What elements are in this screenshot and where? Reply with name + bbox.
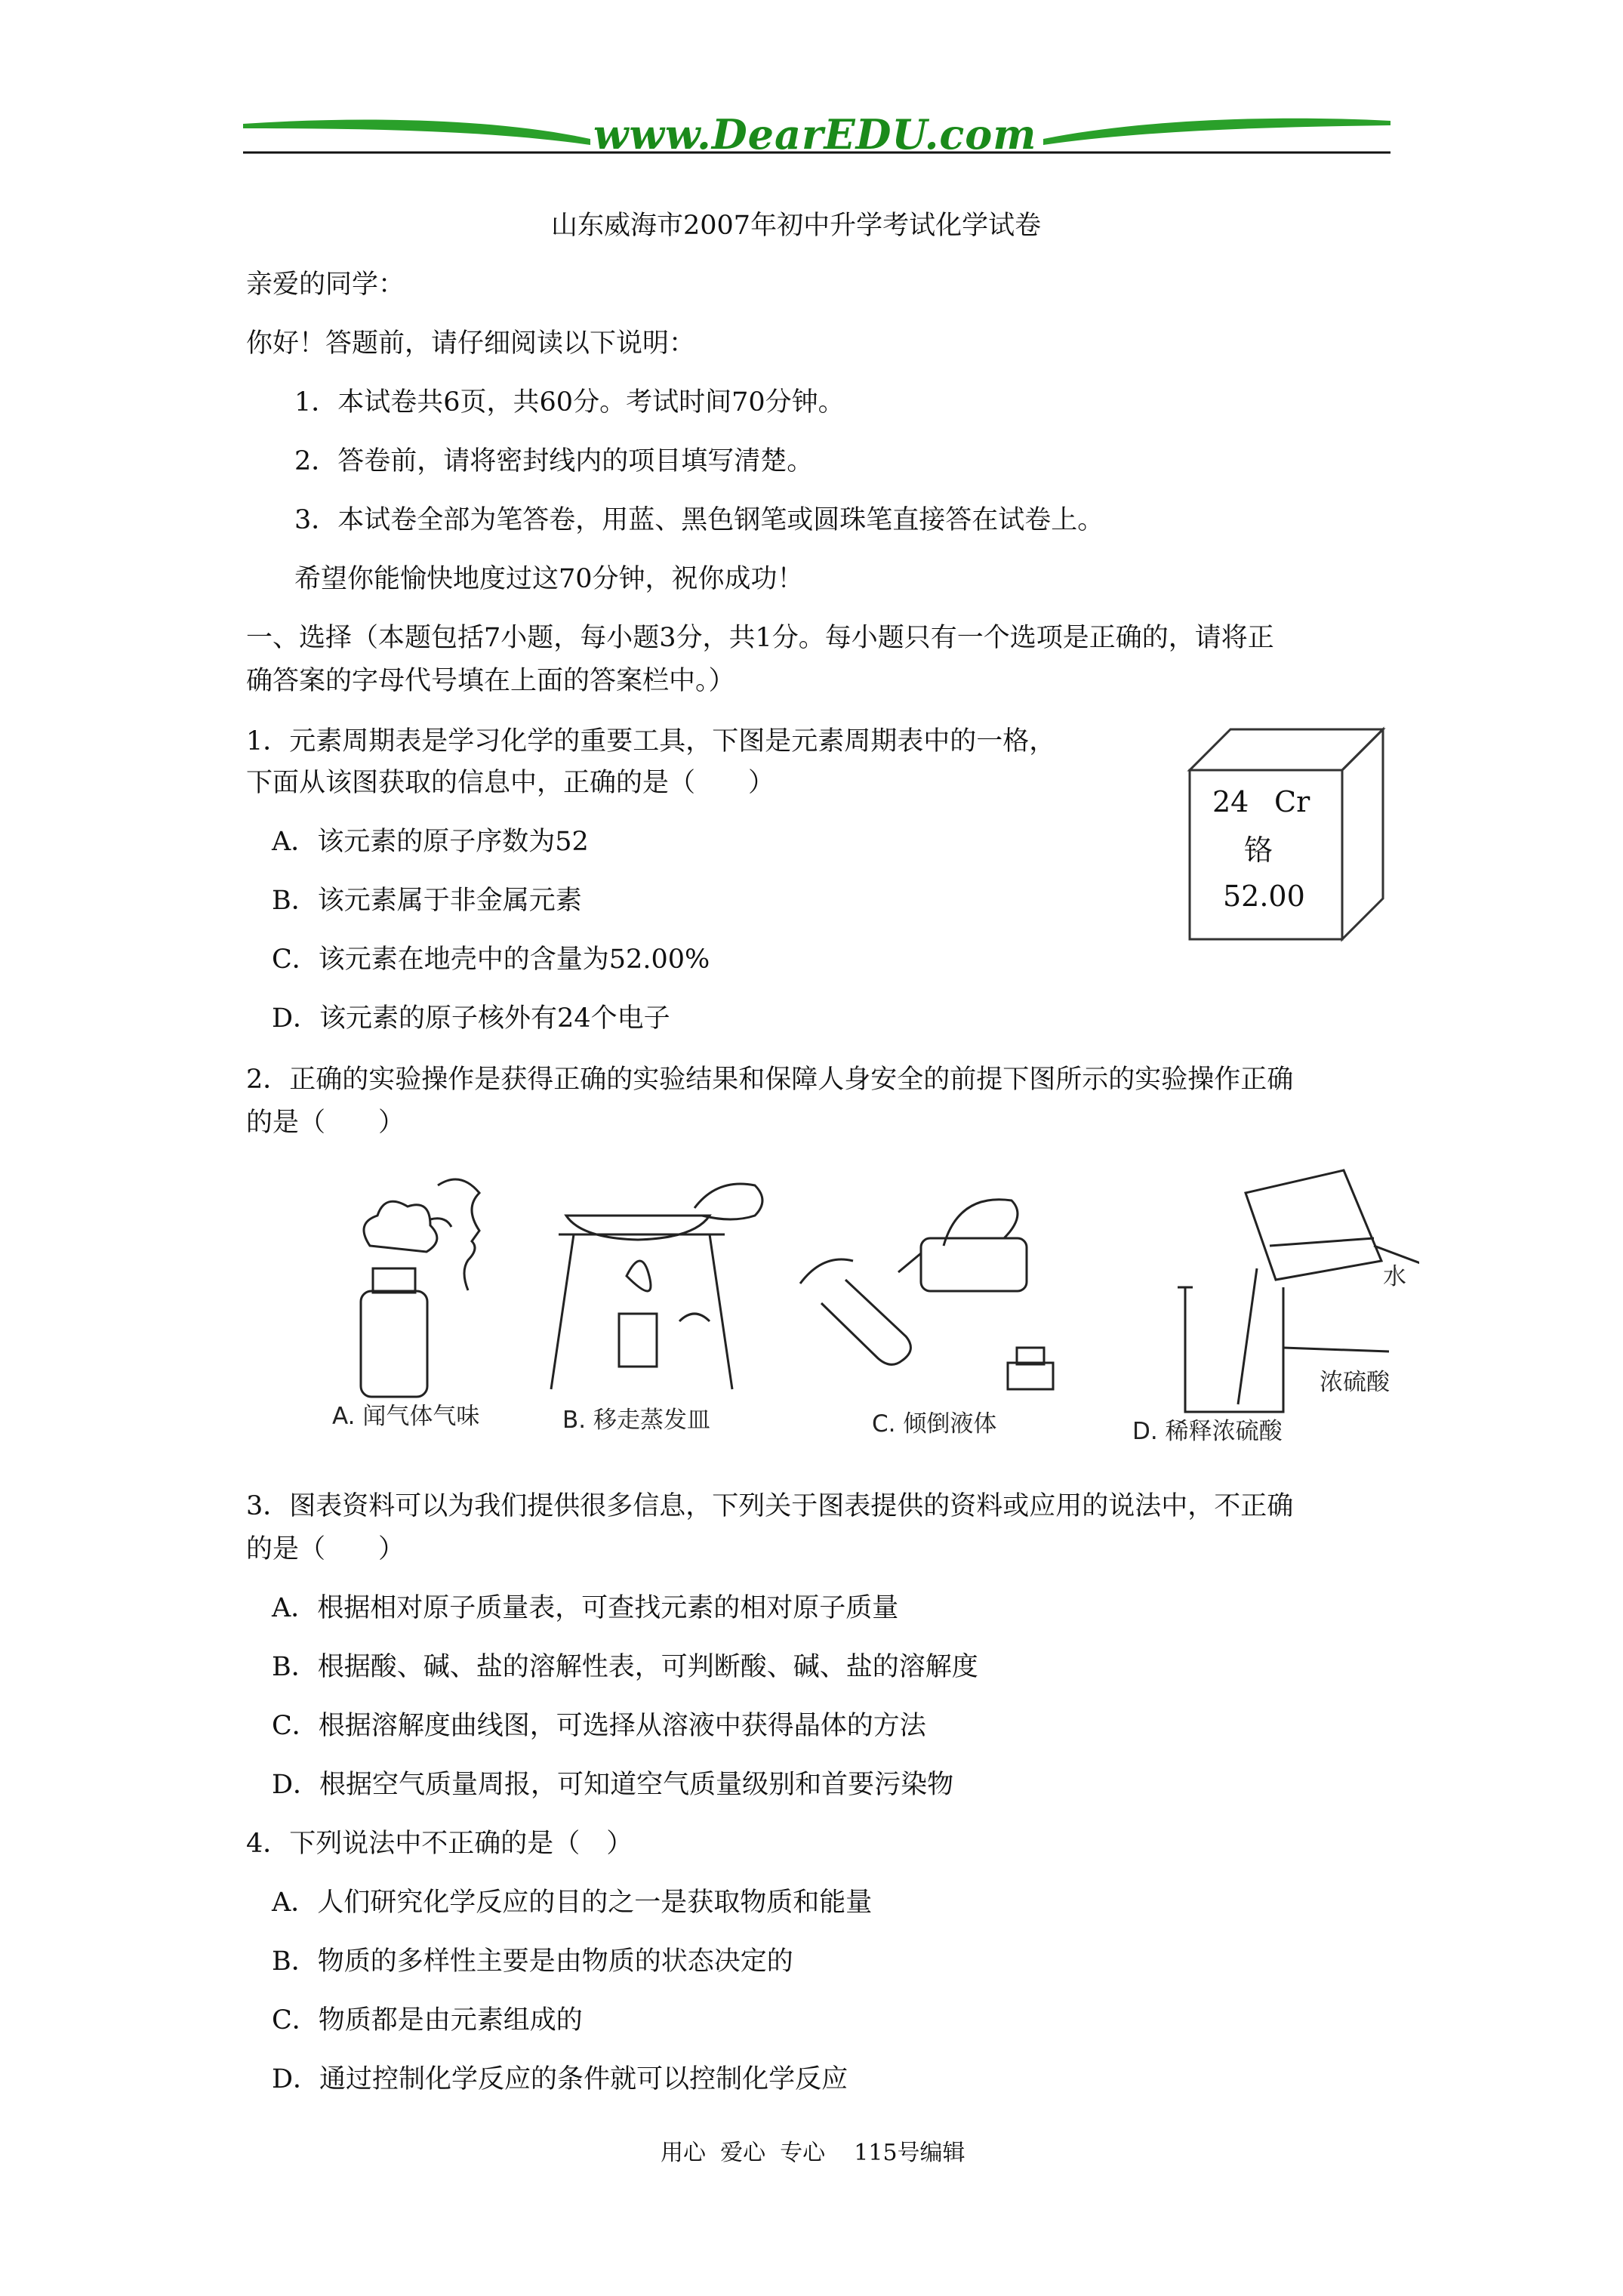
q1-option-d: D．该元素的原子核外有24个电子 (272, 1003, 670, 1034)
q3-option-d: D．根据空气质量周报，可知道空气质量级别和首要污染物 (272, 1770, 954, 1800)
figure-c-caption: C. 倾倒液体 (872, 1410, 997, 1438)
q1-stem-2: 下面从该图获取的信息中，正确的是（ ） (246, 768, 775, 798)
q4-option-d: D．通过控制化学反应的条件就可以控制化学反应 (272, 2064, 848, 2094)
q1-option-a: A．该元素的原子序数为52 (272, 827, 589, 857)
q3-stem-1: 3．图表资料可以为我们提供很多信息，下列关于图表提供的资料或应用的说法中，不正确 (246, 1491, 1294, 1521)
q4-option-b: B．物质的多样性主要是由物质的状态决定的 (272, 1946, 793, 1977)
q2-lab-figures (317, 1163, 1419, 1435)
wish: 希望你能愉快地度过这70分钟，祝你成功！ (294, 564, 804, 594)
instruction-2: 2．答卷前，请将密封线内的项目填写清楚。 (294, 446, 814, 476)
label-acid: 浓硫酸 (1320, 1369, 1390, 1396)
q1-option-b: B．该元素属于非金属元素 (272, 886, 582, 916)
intro: 你好！答题前，请仔细阅读以下说明： (246, 328, 696, 359)
figure-c-pouring-icon (800, 1200, 1053, 1389)
instruction-3: 3．本试卷全部为笔答卷，用蓝、黑色钢笔或圆珠笔直接答在试卷上。 (294, 505, 1104, 535)
q1-option-c: C．该元素在地壳中的含量为52.00% (272, 945, 710, 975)
figure-a-caption: A. 闻气体气味 (332, 1403, 480, 1430)
section1-heading-1: 一、选择（本题包括7小题，每小题3分，共1分。每小题只有一个选项是正确的，请将正 (246, 623, 1274, 653)
figure-d-caption: D. 稀释浓硫酸 (1132, 1418, 1283, 1445)
element-symbol: Cr (1274, 785, 1310, 818)
element-number: 24 (1212, 785, 1249, 818)
instruction-1: 1．本试卷共6页，共60分。考试时间70分钟。 (294, 387, 845, 418)
element-cell-figure (1185, 725, 1389, 951)
q3-option-b: B．根据酸、碱、盐的溶解性表，可判断酸、碱、盐的溶解度 (272, 1652, 978, 1682)
q4-option-c: C．物质都是由元素组成的 (272, 2005, 583, 2036)
element-mass: 52.00 (1223, 880, 1305, 913)
q3-stem-2: 的是（ ） (246, 1534, 405, 1564)
element-name: 铬 (1244, 834, 1273, 867)
q4-stem: 4．下列说法中不正确的是（ ） (246, 1829, 633, 1859)
page-footer: 用心 爱心 专心 115号编辑 (661, 2140, 965, 2166)
page-title: 山东威海市2007年初中升学考试化学试卷 (551, 211, 1042, 241)
figure-b-evaporating-icon (551, 1184, 762, 1389)
q1-stem-1: 1．元素周期表是学习化学的重要工具，下图是元素周期表中的一格， (246, 726, 1056, 757)
q2-stem-1: 2．正确的实验操作是获得正确的实验结果和保障人身安全的前提下图所示的实验操作正确 (246, 1065, 1294, 1095)
q3-option-c: C．根据溶解度曲线图，可选择从溶液中获得晶体的方法 (272, 1711, 926, 1741)
figure-a-smelling-icon (361, 1179, 479, 1397)
q2-stem-2: 的是（ ） (246, 1108, 405, 1138)
label-water: 水 (1383, 1263, 1406, 1290)
brand-logo-text: www.DearEDU.com (593, 110, 1037, 159)
q3-option-a: A．根据相对原子质量表，可查找元素的相对原子质量 (272, 1593, 899, 1623)
figure-b-caption: B. 移走蒸发皿 (562, 1407, 710, 1434)
element-cube-outline (1185, 725, 1389, 951)
section1-heading-2: 确答案的字母代号填在上面的答案栏中。） (246, 666, 735, 696)
q4-option-a: A．人们研究化学反应的目的之一是获取物质和能量 (272, 1888, 873, 1918)
greeting: 亲爱的同学： (246, 270, 405, 300)
